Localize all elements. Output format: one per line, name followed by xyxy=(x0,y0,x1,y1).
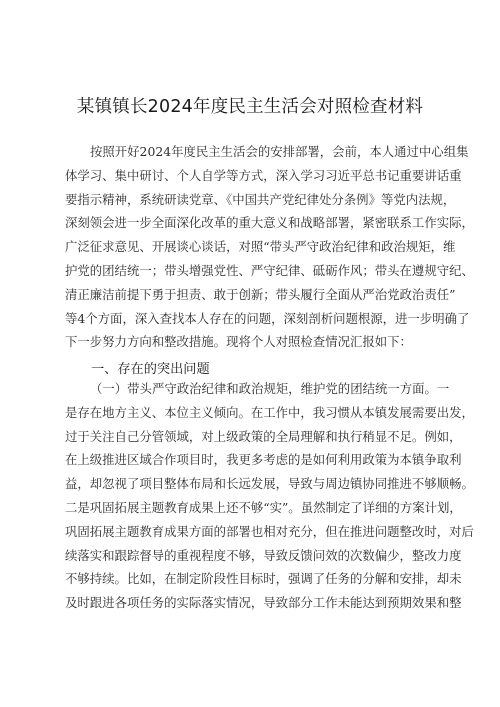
intro-line: 广泛征求意见、开展谈心谈话，对照“带头严守政治纪律和政治规矩，维 xyxy=(65,239,456,255)
intro-line: 深刻领会进一步全面深化改革的重大意义和战略部署，紧密联系工作实际， xyxy=(65,215,474,231)
intro-line: 要指示精神，系统研读党章、《中国共产党纪律处分条例》等党内法规， xyxy=(65,191,456,207)
intro-line: 下一步努力方向和整改措施。现将个人对照检查情况汇报如下： xyxy=(65,334,412,350)
body-line: 二是巩固拓展主题教育成果上还不够“实”。虽然制定了详细的方案计划， xyxy=(65,499,462,515)
body-paragraph xyxy=(65,377,474,615)
intro-line: 护党的团结统一；带头增强党性、严守纪律、砥砺作风；带头在遵规守纪、 xyxy=(65,262,474,278)
body-line: 及时跟进各项任务的实际落实情况，导致部分工作未能达到预期效果和整 xyxy=(65,595,462,611)
document-title: 某镇镇长2024年度民主生活会对照检查材料 xyxy=(76,97,424,117)
body-line: 过于关注自己分管领域，对上级政策的全局理解和执行稍显不足。例如， xyxy=(65,428,462,444)
body-line: 巩固拓展主题教育成果方面的部署也相对充分，但在推进问题整改时，对后 xyxy=(65,523,474,539)
body-line: 续落实和跟踪督导的重视程度不够，导致反馈问效的次数偏少，整改力度 xyxy=(65,547,462,563)
body-line: 是存在地方主义、本位主义倾向。在工作中，我习惯从本镇发展需要出发， xyxy=(65,404,474,420)
body-line: 益，却忽视了项目整体布局和长远发展，导致与周边镇协同推进不够顺畅。 xyxy=(65,476,474,492)
intro-line: 等4个方面，深入查找本人存在的问题，深刻剖析问题根源，进一步明确了 xyxy=(65,310,470,326)
intro-paragraph xyxy=(65,140,474,354)
section-heading: 一、存在的突出问题 xyxy=(91,362,210,377)
body-line: （一）带头严守政治纪律和政治规矩，维护党的团结统一方面。一 xyxy=(90,381,450,396)
body-line: 在上级推进区域合作项目时，我更多考虑的是如何利用政策为本镇争取利 xyxy=(65,452,462,468)
body-line: 不够持续。比如，在制定阶段性目标时，强调了任务的分解和安排，却未 xyxy=(65,571,462,587)
intro-line: 按照开好2024年度民主生活会的安排部署，会前，本人通过中心组集 xyxy=(90,144,469,159)
intro-line: 清正廉洁前提下勇于担责、敢于创新；带头履行全面从严治党政治责任” xyxy=(65,286,456,302)
intro-line: 体学习、集中研讨、个人自学等方式，深入学习习近平总书记重要讲话重 xyxy=(65,167,462,183)
